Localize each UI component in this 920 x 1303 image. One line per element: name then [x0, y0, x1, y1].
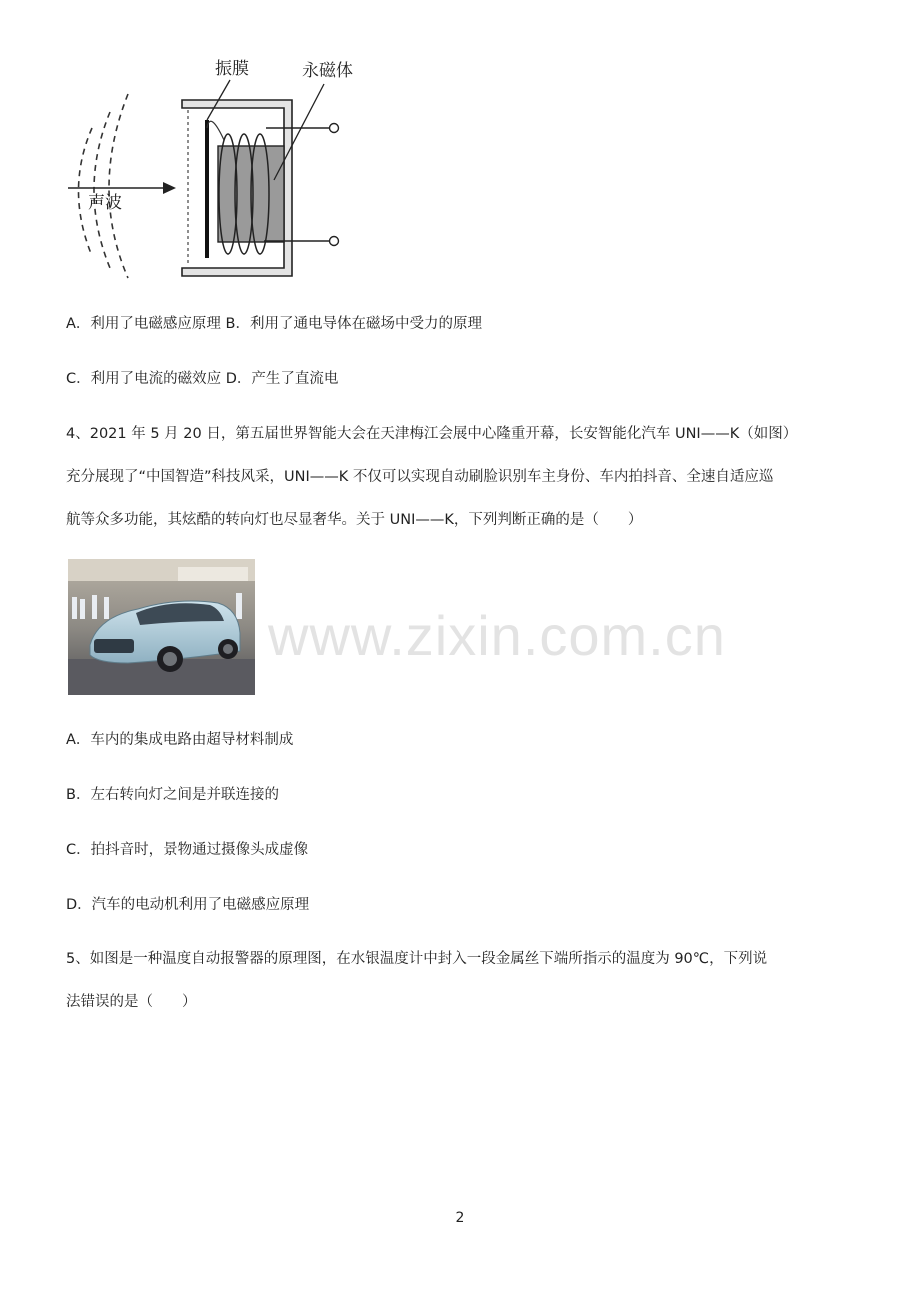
- q4-option-b: B．左右转向灯之间是并联连接的: [66, 787, 279, 803]
- q4-stem-line-1: 4、2021 年 5 月 20 日，第五届世界智能大会在天津梅江会展中心隆重开幕，长安智能化汽车 UNI——K（如图）: [66, 426, 798, 442]
- terminal-bottom: [330, 237, 339, 246]
- q5-stem-line-1: 5、如图是一种温度自动报警器的原理图，在水银温度计中封入一段金属丝下端所指示的温度为 90℃，下列说: [66, 951, 768, 967]
- diaphragm-connector: [207, 121, 224, 140]
- sound-wave-arc: [94, 112, 110, 268]
- label-line-magnet: [274, 84, 324, 180]
- sound-wave-arc: [79, 128, 93, 256]
- soundwave-label: 声波: [88, 193, 122, 213]
- sound-wave-arc: [109, 94, 128, 278]
- q4-option-d: D．汽车的电动机利用了电磁感应原理: [66, 897, 310, 913]
- page-number: 2: [455, 1210, 465, 1226]
- q5-stem-line-2: 法错误的是（ ）: [66, 994, 197, 1010]
- microphone-diagram: [60, 50, 370, 290]
- arrow-head: [163, 182, 176, 194]
- car-photo: [68, 559, 255, 695]
- watermark: www.zixin.com.cn: [268, 604, 726, 667]
- q4-option-c: C．拍抖音时，景物通过摄像头成虚像: [66, 842, 309, 858]
- diaphragm-label: 振膜: [215, 59, 249, 79]
- q3-options-line-1: A．利用了电磁感应原理 B．利用了通电导体在磁场中受力的原理: [66, 316, 482, 332]
- q4-stem-line-3: 航等众多功能，其炫酷的转向灯也尽显奢华。关于 UNI——K，下列判断正确的是（ ）: [66, 512, 643, 528]
- terminal-top: [330, 124, 339, 133]
- q4-stem-line-2: 充分展现了“中国智造”科技风采，UNI——K 不仅可以实现自动刷脸识别车主身份、车内拍抖音、全速自适应巡: [66, 469, 774, 485]
- magnet-label: 永磁体: [302, 61, 353, 81]
- q3-options-line-2: C．利用了电流的磁效应 D．产生了直流电: [66, 371, 339, 387]
- q4-option-a: A．车内的集成电路由超导材料制成: [66, 732, 294, 748]
- car-grille: [94, 639, 134, 653]
